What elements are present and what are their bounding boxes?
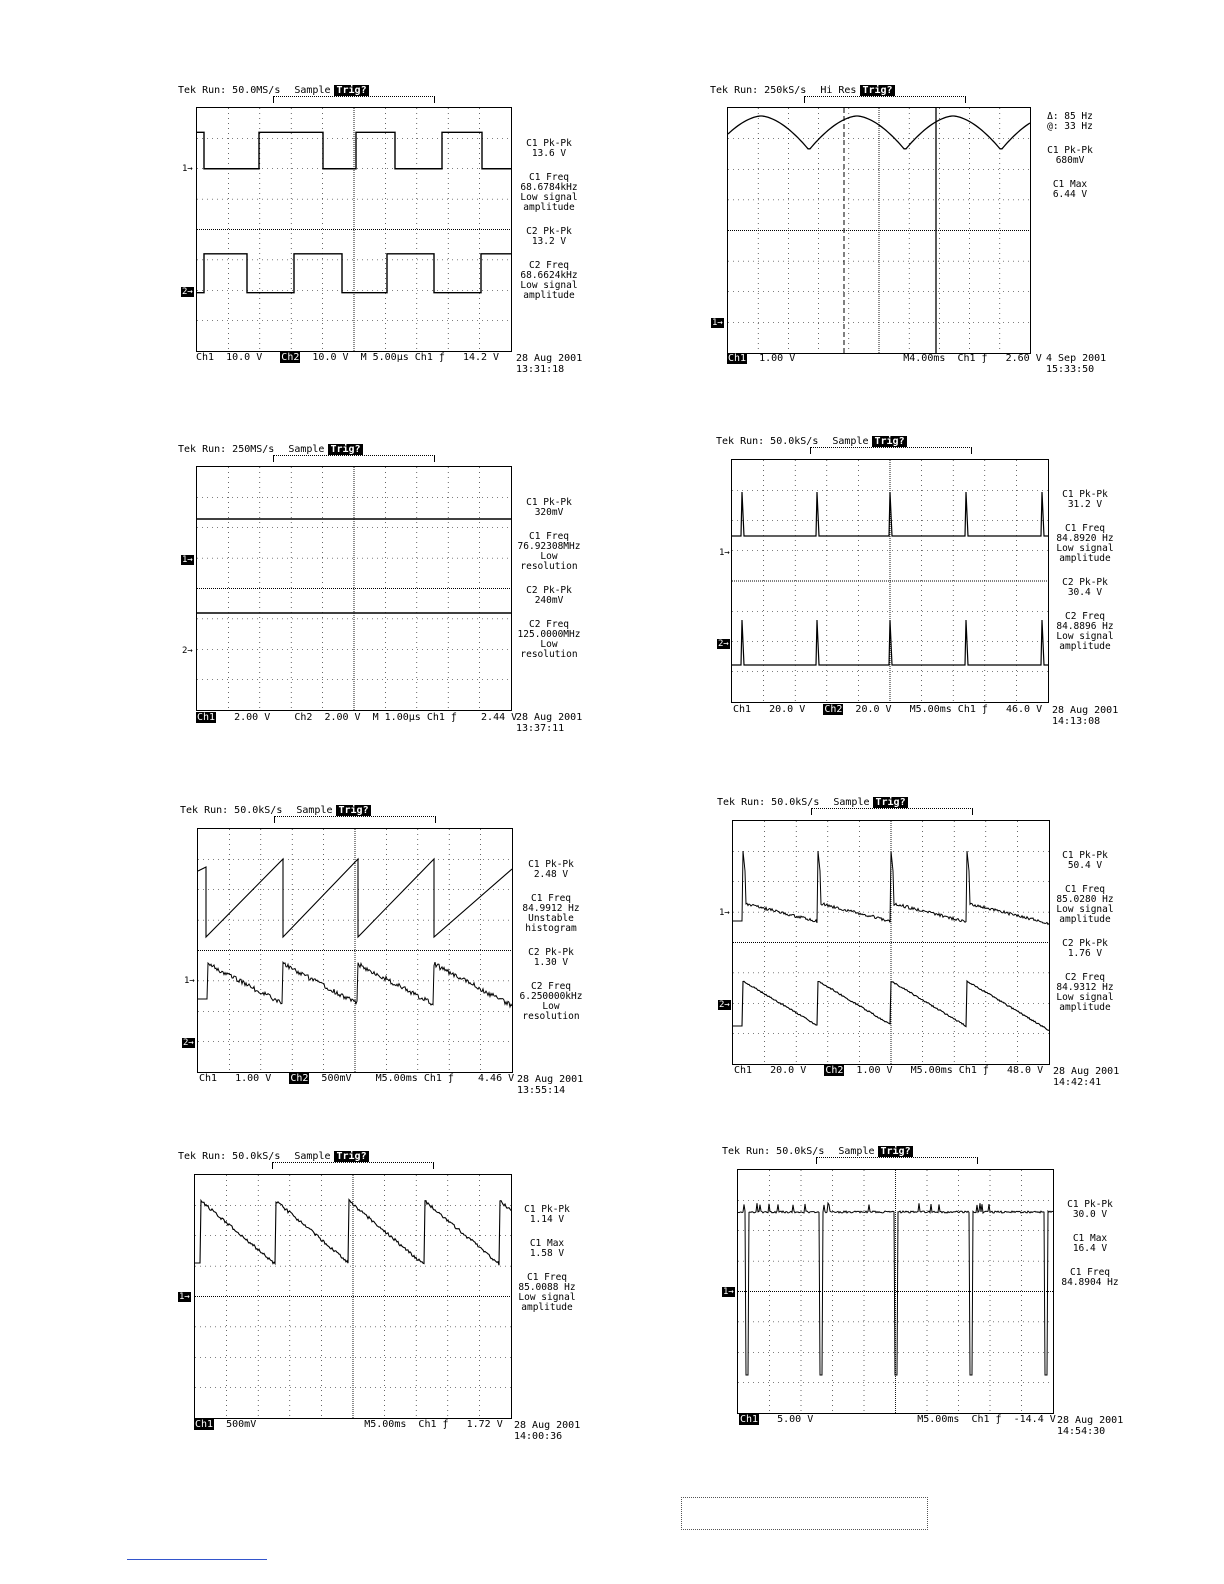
sample-rate: Tek Run: 50.0MS/s <box>178 85 281 96</box>
measurements <box>1050 1200 1130 1302</box>
trigger-bar <box>272 1162 434 1169</box>
measurement-line: C1 Pk-Pk <box>1062 489 1108 500</box>
date: 28 Aug 2001 <box>1053 1066 1120 1077</box>
measurement-line: 84.8904 Hz <box>1061 1277 1119 1288</box>
sample-rate: Tek Run: 50.0kS/s <box>180 805 283 816</box>
measurement-line: 125.0000MHz <box>517 629 581 640</box>
time: 15:33:50 <box>1046 364 1095 375</box>
trigger-source: Ch1 ƒ <box>957 353 988 364</box>
measurement-group <box>1045 885 1125 925</box>
scope-footer <box>194 1419 503 1430</box>
measurement-line: C2 Pk-Pk <box>528 947 574 958</box>
time: 13:31:18 <box>516 364 565 375</box>
timestamp <box>1046 353 1106 375</box>
scope-footer <box>196 712 517 723</box>
measurement-group <box>1045 524 1125 564</box>
graticule <box>194 1174 512 1419</box>
measurement-line: 85.0088 Hz <box>518 1282 576 1293</box>
timestamp <box>517 1074 583 1096</box>
measurement-line: C2 Pk-Pk <box>526 226 572 237</box>
ch1-label: Ch1 <box>196 352 215 363</box>
measurement-line: 84.8920 Hz <box>1056 533 1114 544</box>
scope-header <box>722 1146 913 1157</box>
ch2-scale: 1.00 V <box>856 1065 893 1076</box>
trig-status: Trig? <box>330 444 361 455</box>
measurement-line: resolution <box>520 649 578 660</box>
measurement-line: C1 Freq <box>530 893 572 904</box>
trig-status: Trig? <box>874 436 905 447</box>
scope-header <box>178 85 369 96</box>
measurement-line: C1 Freq <box>1064 523 1106 534</box>
ch1-label: Ch1 <box>733 704 752 715</box>
measurement-line: Low signal <box>1056 543 1114 554</box>
date: 4 Sep 2001 <box>1046 353 1107 364</box>
measurement-group <box>1045 490 1125 510</box>
timestamp <box>516 353 582 375</box>
measurements <box>1030 112 1110 214</box>
trigger-bar <box>811 808 973 815</box>
graticule <box>731 459 1049 703</box>
time: 13:55:14 <box>517 1085 566 1096</box>
measurement-line: 85.0280 Hz <box>1056 894 1114 905</box>
trigger-bar <box>273 96 435 103</box>
graticule <box>197 828 513 1073</box>
measurement-group <box>1050 1234 1130 1254</box>
acq-mode: Sample <box>296 805 333 816</box>
measurement-group <box>509 586 589 606</box>
measurement-group <box>1050 1268 1130 1288</box>
trigger-bar <box>816 1157 978 1164</box>
measurement-group <box>507 1205 587 1225</box>
ch1-label: Ch1 <box>734 1065 753 1076</box>
trig-status: Trig? <box>336 85 367 96</box>
timestamp <box>1053 1066 1119 1088</box>
waveform-plot <box>197 108 511 351</box>
measurement-group <box>1045 612 1125 652</box>
measurement-group <box>509 532 589 572</box>
measurement-line: C1 Pk-Pk <box>526 497 572 508</box>
trig-status: Trig? <box>875 797 906 808</box>
measurement-line: 6.44 V <box>1052 189 1088 200</box>
measurement-line: C2 Freq <box>528 260 570 271</box>
trigger-bar <box>274 816 436 823</box>
scope-footer <box>196 352 499 363</box>
trig-status: Trig? <box>862 85 893 96</box>
acq-mode: Sample <box>294 1151 331 1162</box>
measurement-line: C1 Freq <box>528 531 570 542</box>
waveform-trace <box>198 962 512 1007</box>
trigger-level: 48.0 V <box>1006 1065 1044 1076</box>
ch1-scale: 20.0 V <box>770 1065 807 1076</box>
measurement-line: amplitude <box>523 202 575 213</box>
measurement-line: C2 Freq <box>530 981 572 992</box>
ch2-label: Ch2 <box>290 1073 309 1084</box>
measurement-line: amplitude <box>1059 553 1111 564</box>
measurement-group <box>1050 1200 1130 1220</box>
measurement-line: C2 Pk-Pk <box>1062 577 1108 588</box>
measurement-line: 30.4 V <box>1067 587 1103 598</box>
timestamp <box>1052 705 1118 727</box>
scope-footer <box>739 1414 1056 1425</box>
measurement-line: 13.2 V <box>531 236 567 247</box>
time: 13:37:11 <box>516 723 565 734</box>
ch2-label: Ch2 <box>294 712 313 723</box>
ch1-scale: 2.00 V <box>234 712 271 723</box>
ch1-marker: 1→ <box>719 908 730 918</box>
ch2-label: Ch2 <box>825 1065 844 1076</box>
measurement-group <box>509 139 589 159</box>
measurement-group <box>1030 146 1110 166</box>
scope-footer <box>199 1073 514 1084</box>
measurement-line: C2 Freq <box>1064 611 1106 622</box>
graticule <box>727 107 1031 354</box>
timestamp <box>516 712 582 734</box>
scope-footer <box>727 353 1042 364</box>
measurement-line: 31.2 V <box>1067 499 1103 510</box>
time: 14:42:41 <box>1053 1077 1102 1088</box>
measurement-line: C1 Max <box>1072 1233 1108 1244</box>
scope-footer <box>733 704 1042 715</box>
measurement-line: C1 Pk-Pk <box>1067 1199 1113 1210</box>
trigger-level: 2.44 V <box>481 712 518 723</box>
ch1-marker: 1→ <box>723 1287 734 1297</box>
measurements <box>1045 490 1125 666</box>
scope-header <box>180 805 371 816</box>
ch2-label: Ch2 <box>824 704 843 715</box>
measurement-group <box>511 894 591 934</box>
measurement-group <box>1045 973 1125 1013</box>
graticule <box>196 107 512 352</box>
sample-rate: Tek Run: 250kS/s <box>710 85 807 96</box>
measurement-line: C1 Pk-Pk <box>526 138 572 149</box>
acq-mode: Hi Res <box>820 85 857 96</box>
ch1-label: Ch1 <box>740 1414 759 1425</box>
scope-header <box>178 1151 369 1162</box>
measurements <box>509 498 589 674</box>
footer-rule <box>127 1559 267 1560</box>
measurement-line: 68.6624kHz <box>520 270 578 281</box>
trigger-source: Ch1 ƒ <box>423 1073 454 1084</box>
measurement-line: 240mV <box>534 595 564 606</box>
ch1-label: Ch1 <box>728 353 747 364</box>
date: 28 Aug 2001 <box>516 353 583 364</box>
waveform-plot <box>738 1170 1053 1413</box>
trigger-source: Ch1 ƒ <box>957 704 988 715</box>
measurement-group <box>1045 578 1125 598</box>
measurement-line: Low signal <box>1056 904 1114 915</box>
measurement-line: 1.14 V <box>529 1214 565 1225</box>
measurement-line: Low signal <box>1056 992 1114 1003</box>
acq-mode: Sample <box>832 436 869 447</box>
measurement-line: 2.48 V <box>533 869 569 880</box>
ch1-marker: 1→ <box>719 548 730 558</box>
ch2-scale: 500mV <box>321 1073 352 1084</box>
ch1-marker: 1→ <box>712 318 723 328</box>
timebase: M5.00ms <box>909 704 952 715</box>
trig-status: Trig? <box>338 805 369 816</box>
measurement-line: C2 Pk-Pk <box>1062 938 1108 949</box>
measurement-group <box>1030 112 1110 132</box>
timebase: M 1.00µs <box>372 712 421 723</box>
waveform-plot <box>732 460 1048 702</box>
measurement-line: 76.92308MHz <box>517 541 581 552</box>
measurement-line: C1 Max <box>1052 179 1088 190</box>
ch2-marker: 2→ <box>182 646 193 656</box>
trig-status: Trig? <box>880 1146 911 1157</box>
measurement-line: amplitude <box>1059 641 1111 652</box>
timebase: M5.00ms <box>375 1073 418 1084</box>
trigger-source: Ch1 ƒ <box>971 1414 1002 1425</box>
measurement-line: 6.250000kHz <box>519 991 583 1002</box>
measurement-line: C2 Freq <box>1064 972 1106 983</box>
trig-status: Trig? <box>336 1151 367 1162</box>
sample-rate: Tek Run: 50.0kS/s <box>717 797 820 808</box>
ch1-scale: 5.00 V <box>777 1414 814 1425</box>
measurement-line: C1 Pk-Pk <box>1047 145 1093 156</box>
trigger-source: Ch1 ƒ <box>414 352 445 363</box>
graticule <box>732 820 1050 1065</box>
measurement-line: Low signal <box>520 192 578 203</box>
measurement-group <box>511 982 591 1022</box>
trigger-source: Ch1 ƒ <box>426 712 457 723</box>
ch2-marker: 2→ <box>182 287 193 297</box>
trigger-source: Ch1 ƒ <box>958 1065 989 1076</box>
measurements <box>511 860 591 1036</box>
sample-rate: Tek Run: 50.0kS/s <box>716 436 819 447</box>
timebase: M4.00ms <box>903 353 946 364</box>
measurement-line: amplitude <box>521 1302 573 1313</box>
measurement-line: 84.9912 Hz <box>522 903 580 914</box>
measurement-group <box>509 620 589 660</box>
trigger-bar <box>810 447 972 454</box>
acq-mode: Sample <box>838 1146 875 1157</box>
acq-mode: Sample <box>288 444 325 455</box>
ch1-scale: 1.00 V <box>759 353 796 364</box>
measurements <box>1045 851 1125 1027</box>
measurement-group <box>509 498 589 518</box>
measurement-line: C2 Freq <box>528 619 570 630</box>
date: 28 Aug 2001 <box>517 1074 584 1085</box>
measurement-line: resolution <box>522 1011 580 1022</box>
scope-header <box>178 444 363 455</box>
measurement-group <box>1045 939 1125 959</box>
ch1-marker: 1→ <box>182 555 193 565</box>
measurement-line: @: 33 Hz <box>1047 121 1093 132</box>
measurement-line: C1 Freq <box>1069 1267 1111 1278</box>
trigger-source: Ch1 ƒ <box>418 1419 449 1430</box>
waveform-plot <box>197 467 511 710</box>
measurement-line: 13.6 V <box>531 148 567 159</box>
ch1-label: Ch1 <box>195 1419 214 1430</box>
sample-rate: Tek Run: 50.0kS/s <box>722 1146 825 1157</box>
ch1-marker: 1→ <box>182 164 193 174</box>
measurement-line: Low <box>542 1001 560 1012</box>
timestamp <box>514 1420 580 1442</box>
trigger-level: 2.60 V <box>1005 353 1042 364</box>
time: 14:54:30 <box>1057 1426 1106 1437</box>
measurement-line: 1.76 V <box>1067 948 1103 959</box>
measurement-line: Δ: 85 Hz <box>1047 111 1093 122</box>
graticule <box>196 466 512 711</box>
trigger-level: 46.0 V <box>1005 704 1043 715</box>
date: 28 Aug 2001 <box>516 712 583 723</box>
ch1-scale: 20.0 V <box>769 704 806 715</box>
measurement-line: 320mV <box>534 507 564 518</box>
waveform-trace <box>732 492 1048 536</box>
measurement-line: C1 Max <box>529 1238 565 1249</box>
measurement-line: 30.0 V <box>1072 1209 1108 1220</box>
measurement-line: C1 Pk-Pk <box>1062 850 1108 861</box>
measurement-line: C1 Pk-Pk <box>528 859 574 870</box>
measurement-line: 84.8896 Hz <box>1056 621 1114 632</box>
measurement-line: 1.58 V <box>529 1248 565 1259</box>
measurement-group <box>507 1239 587 1259</box>
ch1-marker: 1→ <box>184 976 195 986</box>
date: 28 Aug 2001 <box>1052 705 1119 716</box>
measurement-group <box>509 173 589 213</box>
measurement-group <box>1030 180 1110 200</box>
timestamp <box>1057 1415 1123 1437</box>
ch2-marker: 2→ <box>718 639 729 649</box>
measurement-line: Low <box>540 551 558 562</box>
ch1-scale: 500mV <box>226 1419 257 1430</box>
measurement-line: 680mV <box>1055 155 1085 166</box>
measurement-group <box>509 261 589 301</box>
ch2-marker: 2→ <box>183 1038 194 1048</box>
measurement-line: histogram <box>525 923 577 934</box>
timebase: M 5.00µs <box>360 352 409 363</box>
measurement-line: Low signal <box>518 1292 576 1303</box>
trigger-bar <box>804 96 966 103</box>
waveform-plot <box>728 108 1030 353</box>
trigger-level: 1.72 V <box>466 1419 503 1430</box>
measurement-line: 1.30 V <box>533 957 569 968</box>
trigger-level: 4.46 V <box>478 1073 515 1084</box>
sample-rate: Tek Run: 250MS/s <box>178 444 275 455</box>
ch1-scale: 1.00 V <box>235 1073 272 1084</box>
timebase: M5.00ms <box>917 1414 960 1425</box>
measurement-line: Low signal <box>520 280 578 291</box>
scope-header <box>710 85 895 96</box>
date: 28 Aug 2001 <box>514 1420 581 1431</box>
measurement-group <box>1045 851 1125 871</box>
trigger-level: -14.4 V <box>1013 1414 1056 1425</box>
ch1-marker: 1→ <box>179 1292 190 1302</box>
waveform-plot <box>195 1175 511 1418</box>
acq-mode: Sample <box>833 797 870 808</box>
time: 14:00:36 <box>514 1431 563 1442</box>
ch2-scale: 2.00 V <box>324 712 361 723</box>
date: 28 Aug 2001 <box>1057 1415 1124 1426</box>
timebase: M5.00ms <box>364 1419 407 1430</box>
measurement-line: 16.4 V <box>1072 1243 1108 1254</box>
waveform-plot <box>198 829 512 1072</box>
measurement-group <box>511 948 591 968</box>
sample-rate: Tek Run: 50.0kS/s <box>178 1151 281 1162</box>
ch2-label: Ch2 <box>281 352 300 363</box>
ch2-scale: 20.0 V <box>855 704 892 715</box>
measurement-line: amplitude <box>1059 914 1111 925</box>
measurement-line: C1 Freq <box>1064 884 1106 895</box>
measurement-line: amplitude <box>523 290 575 301</box>
measurement-line: 68.6784kHz <box>520 182 578 193</box>
ch1-label: Ch1 <box>199 1073 218 1084</box>
empty-dotted-box <box>681 1497 928 1530</box>
timebase: M5.00ms <box>910 1065 953 1076</box>
measurement-line: C1 Freq <box>528 172 570 183</box>
trigger-level: 14.2 V <box>462 352 500 363</box>
measurement-line: C2 Pk-Pk <box>526 585 572 596</box>
measurement-line: 84.9312 Hz <box>1056 982 1114 993</box>
ch1-scale: 10.0 V <box>226 352 263 363</box>
time: 14:13:08 <box>1052 716 1101 727</box>
measurements <box>507 1205 587 1327</box>
measurement-line: Unstable <box>528 913 574 924</box>
ch2-scale: 10.0 V <box>312 352 349 363</box>
measurement-group <box>509 227 589 247</box>
waveform-plot <box>733 821 1049 1064</box>
measurement-line: 50.4 V <box>1067 860 1103 871</box>
scope-footer <box>734 1065 1043 1076</box>
acq-mode: Sample <box>294 85 331 96</box>
measurement-line: C1 Freq <box>526 1272 568 1283</box>
scope-header <box>717 797 908 808</box>
measurement-line: Low <box>540 639 558 650</box>
measurement-line: amplitude <box>1059 1002 1111 1013</box>
measurement-line: resolution <box>520 561 578 572</box>
measurement-group <box>507 1273 587 1313</box>
trigger-bar <box>273 455 435 462</box>
scope-header <box>716 436 907 447</box>
measurement-line: Low signal <box>1056 631 1114 642</box>
measurement-group <box>511 860 591 880</box>
ch2-marker: 2→ <box>719 1000 730 1010</box>
measurements <box>509 139 589 315</box>
graticule <box>737 1169 1054 1414</box>
ch1-label: Ch1 <box>197 712 216 723</box>
measurement-line: C1 Pk-Pk <box>524 1204 570 1215</box>
